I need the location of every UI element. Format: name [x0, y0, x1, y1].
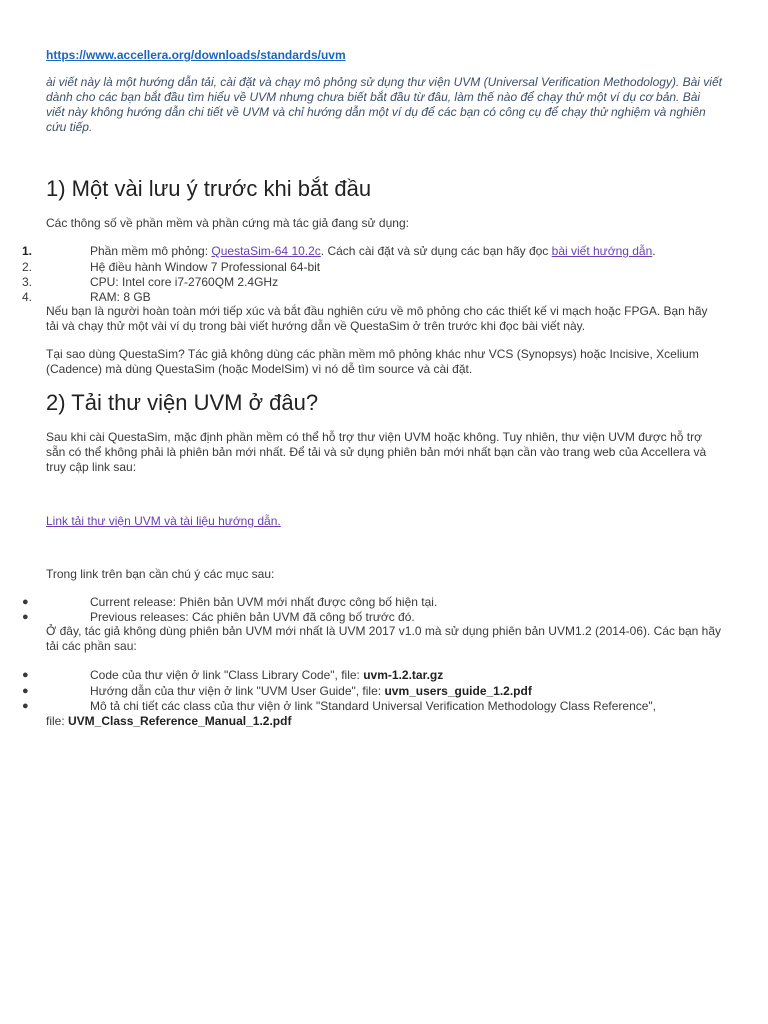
bullet-text-part: file: [46, 714, 69, 728]
bullet-text-part: Code của thư viện ở link "Class Library Code", file: [90, 668, 364, 682]
bullet-item [22, 668, 722, 683]
file-name: UVM_Class_Reference_Manual_1.2.pdf [68, 714, 292, 728]
list-marker: 4. [22, 290, 33, 304]
bullet-text-part: Hướng dẫn của thư viện ở link "UVM User Guide", file: [90, 684, 385, 698]
bullet-icon: ● [22, 596, 29, 608]
bullet-item [22, 610, 722, 625]
accellera-url-link[interactable]: https://www.accellera.org/downloads/standards/uvm [46, 48, 346, 62]
list-item [22, 244, 722, 259]
bullet-icon: ● [22, 685, 29, 697]
bullet-text [90, 684, 532, 699]
list-item [22, 260, 722, 275]
bullet-item [22, 684, 722, 699]
section1-paragraph-1: Nếu bạn là người hoàn toàn mới tiếp xúc và bắt đầu nghiên cứu về mô phỏng cho các thiết kế vi mạch hoặc FPGA. Bạn hãy tải và chạy thử một vài ví dụ trong bài viết hướng dẫn về QuestaSim ở trên trước khi đọc bài viết này. [46, 304, 708, 333]
section1-heading: 1) Một vài lưu ý trước khi bắt đầu [46, 176, 372, 201]
list-text-part: . Cách cài đặt và sử dụng các bạn hãy đọc [320, 244, 552, 258]
list-item-text: RAM: 8 GB [90, 290, 151, 304]
list-item-text [90, 244, 656, 259]
questasim-version-link[interactable]: QuestaSim-64 10.2c [211, 244, 321, 258]
bullet-icon: ● [22, 669, 29, 681]
list-text-part: Phần mềm mô phỏng: [90, 244, 212, 258]
section1-paragraph-2: Tại sao dùng QuestaSim? Tác giả không dùng các phần mềm mô phỏng khác như VCS (Synopsys) hoặc Incisive, Xcelium (Cadence) mà dùng QuestaSim (hoặc ModelSim) vì nó dễ tìm source và cài đặt. [46, 347, 699, 376]
section2-heading: 2) Tải thư viện UVM ở đâu? [46, 390, 319, 415]
list-item-text: CPU: Intel core i7-2760QM 2.4GHz [90, 275, 279, 289]
section1-lead: Các thông số về phần mềm và phần cứng mà tác giả đang sử dụng: [46, 216, 409, 230]
list-item-text: Hệ điều hành Window 7 Professional 64-bit [90, 260, 321, 274]
uvm-download-link-line [46, 514, 722, 529]
section2-paragraph-2: Trong link trên bạn cần chú ý các mục sau: [46, 567, 275, 581]
intro-paragraph: ài viết này là một hướng dẫn tải, cài đặt và chạy mô phỏng sử dụng thư viện UVM (Universal Verification Methodology). Bài viết dành cho các bạn bắt đầu tìm hiểu về UVM nhưng chưa biết bắt đầu từ đâu, làm thế nào để chạy thử một ví dụ cơ bản. Bài viết này không hướng dẫn chi tiết về UVM và chỉ hướng dẫn một ví dụ để các bạn có công cụ để chạy thử nghiệm và nghiên cứu tiếp. [46, 75, 722, 134]
list-marker: 1. [22, 244, 33, 258]
list-item [22, 275, 722, 290]
bullet-icon: ● [22, 611, 29, 623]
uvm-download-link[interactable]: Link tải thư viện UVM và tài liệu hướng dẫn. [46, 514, 281, 528]
section2-paragraph-1: Sau khi cài QuestaSim, mặc định phần mềm có thể hỗ trợ thư viện UVM hoặc không. Tuy nhiên, thư viện UVM được hỗ trợ sẵn có thể không phải là phiên bản mới nhất. Để tải và sử dụng phiên bản mới nhất bạn cần vào trang web của Accellera và truy cập link sau: [46, 430, 707, 474]
bullet-text [90, 668, 443, 683]
tutorial-article-link[interactable]: bài viết hướng dẫn [551, 244, 653, 258]
bullet-text: Previous releases: Các phiên bản UVM đã công bố trước đó. [90, 610, 415, 624]
list-marker: 3. [22, 275, 33, 289]
bullet-item [22, 595, 722, 610]
list-item [22, 290, 722, 305]
top-link-line [46, 48, 722, 63]
bullet-item [22, 699, 722, 714]
file-name: uvm-1.2.tar.gz [363, 668, 444, 682]
section2-paragraph-3: Ở đây, tác giả không dùng phiên bản UVM mới nhất là UVM 2017 v1.0 mà sử dụng phiên bản UVM1.2 (2014-06). Các bạn hãy tải các phần sau: [46, 624, 722, 653]
bullet-continuation [46, 714, 722, 729]
file-name: uvm_users_guide_1.2.pdf [384, 684, 532, 698]
bullet-text: Mô tả chi tiết các class của thư viện ở link "Standard Universal Verification Methodology Class Reference", [90, 699, 657, 713]
list-text-part: . [652, 244, 656, 258]
bullet-icon: ● [22, 700, 29, 712]
bullet-text: Current release: Phiên bản UVM mới nhất được công bố hiện tại. [90, 595, 438, 609]
list-marker: 2. [22, 260, 33, 274]
